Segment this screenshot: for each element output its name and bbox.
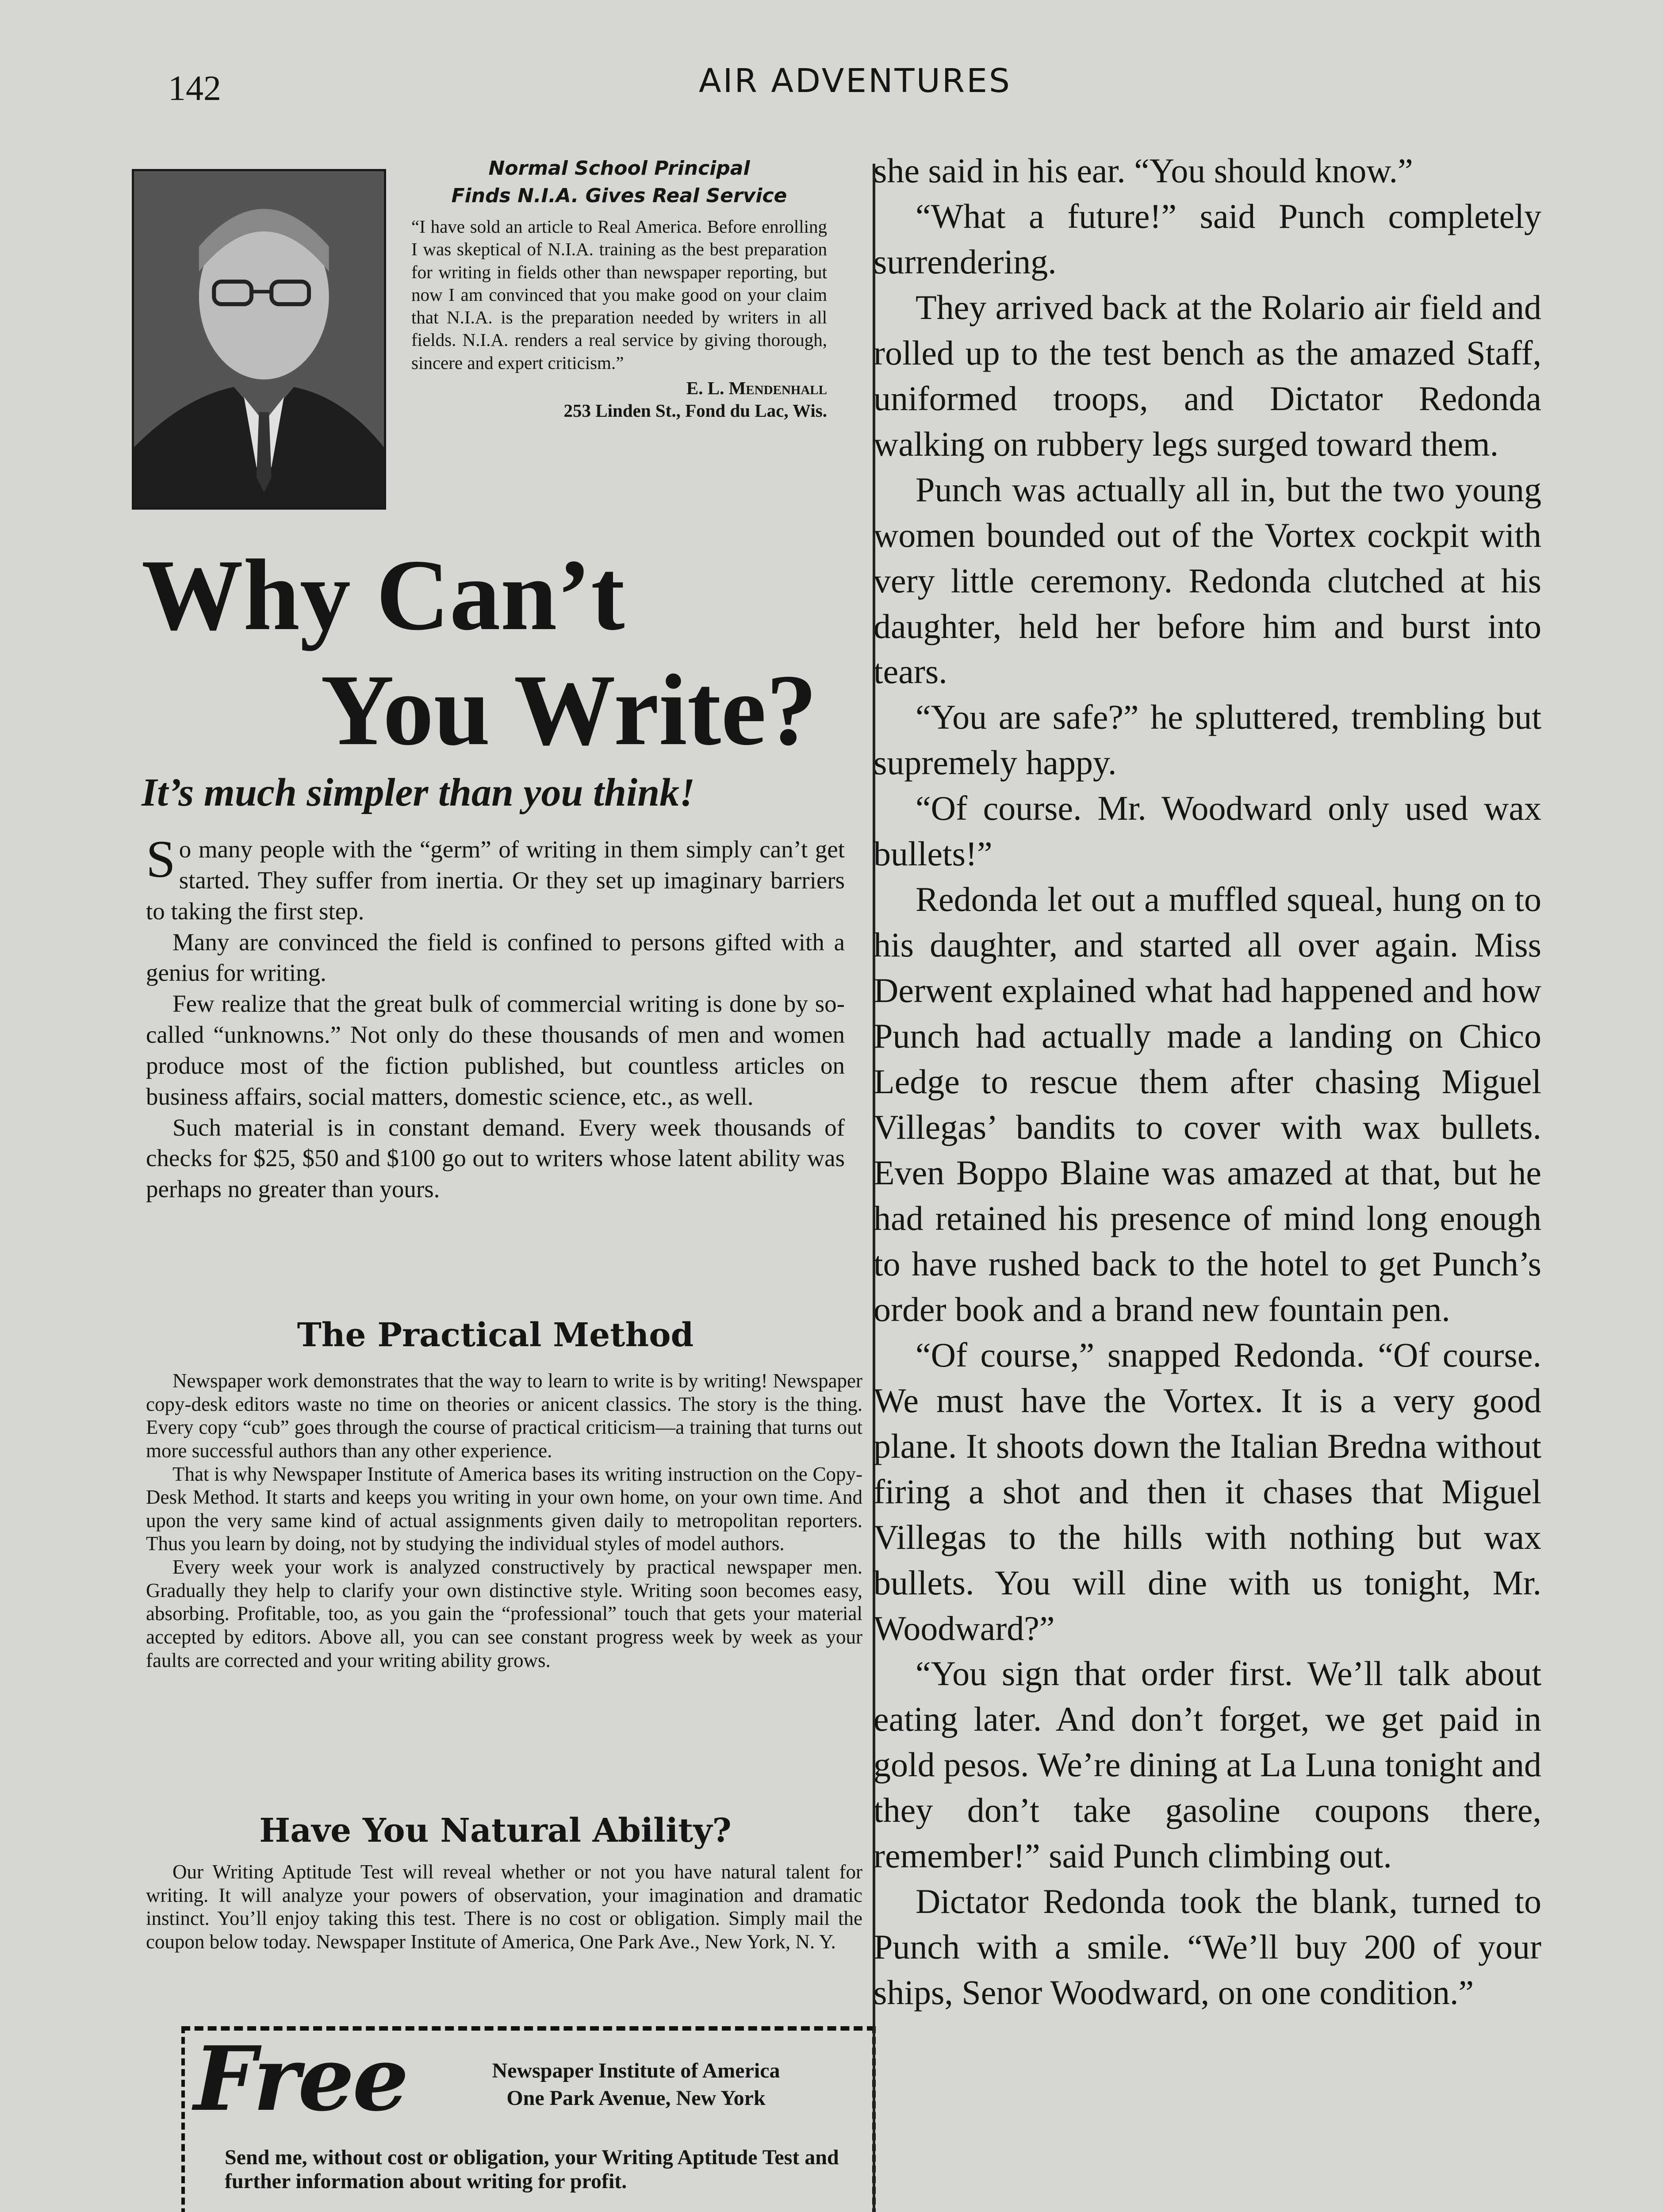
testimonial-heading-line2: Finds N.I.A. Gives Real Service — [451, 184, 787, 207]
ad-title-line1: Why Can’t — [142, 538, 625, 651]
ad-paragraph: Our Writing Aptitude Test will reveal whether or not you have natural talent for writing. It will analyze your powers of observation, your imagination and dramatic instinct. You’ll enjoy taking this test. There is no cost or obligation. Simply mail the coupon below today. Newspaper Institute of America, One Park Ave., New York, N. Y. — [146, 1861, 862, 1953]
section-heading-practical-method: The Practical Method — [297, 1316, 694, 1354]
coupon-address-line1: Newspaper Institute of America — [492, 2059, 780, 2082]
ad-paragraph — [146, 830, 845, 927]
ad-paragraph: Such material is in constant demand. Every week thousands of checks for $25, $50 and $100 go out to writers whose latent ability was perhaps no greater than yours. — [146, 1114, 845, 1203]
natural-ability-text — [146, 1860, 862, 1954]
story-paragraph: “Of course,” snapped Redonda. “Of course. We must have the Vortex. It is a very good plane. It shoots down the Italian Bredna without firing a shot and then it chases that Miguel Villegas to the hills with nothing but wax bullets. You will dine with us tonight, Mr. Woodward?” — [874, 1335, 1541, 1647]
ad-paragraph-text: o many people with the “germ” of writing in them simply can’t get started. They suffer from inertia. Or they set up imaginary barriers to taking the first step. — [146, 836, 845, 925]
story-paragraph: “You sign that order first. We’ll talk about eating later. And don’t forget, we get paid in gold pesos. We’re dining at La Luna tonight and they don’t take gasoline coupons there, remember!” said Punch climbing out. — [874, 1654, 1541, 1875]
testimonial — [411, 155, 827, 422]
ad-paragraph: Newspaper work demonstrates that the way to learn to write is by writing! Newspaper copy-desk editors waste no time on theories or anicent classics. The story is the thing. Every copy “cub” goes through the course of practical criticism—a training that turns out more successful authors than any other experience. — [146, 1370, 862, 1462]
ad-paragraph: Many are convinced the field is confined to persons gifted with a genius for writing. — [146, 928, 845, 987]
section-heading-natural-ability: Have You Natural Ability? — [259, 1812, 732, 1850]
coupon-address-line2: One Park Avenue, New York — [506, 2086, 766, 2110]
mail-coupon[interactable] — [181, 2026, 876, 2212]
ad-subtitle: It’s much simpler than you think! — [142, 771, 695, 814]
coupon-address — [406, 2057, 866, 2112]
ad-paragraph: That is why Newspaper Institute of America bases its writing instruction on the Copy-Desk Method. It starts and keeps you writing in your own home, on your own time. And upon the very same kind of actual assignments given daily to metropolitan reporters. Thus you learn by doing, not by studying the individual styles of model authors. — [146, 1463, 862, 1555]
story-paragraph: “Of course. Mr. Woodward only used wax bullets!” — [874, 789, 1541, 873]
story-paragraph: They arrived back at the Rolario air field and rolled up to the test bench as the amazed Staff, uniformed troops, and Dictator Redonda walking on rubbery legs surged toward them. — [874, 288, 1541, 463]
free-label: Free — [194, 2027, 407, 2131]
page-number: 142 — [168, 69, 221, 108]
drop-cap: S — [146, 830, 176, 888]
story-paragraph: she said in his ear. “You should know.” — [874, 151, 1413, 190]
practical-method-text — [146, 1369, 862, 1672]
ad-paragraph: Every week your work is analyzed constructively by practical newspaper men. Gradually they help to clarify your own distinctive style. Writing soon becomes easy, absorbing. Profitable, too, as you gain the “professional” touch that gets your material accepted by editors. Above all, you can see constant progress week by week as your faults are corrected and your writing ability grows. — [146, 1556, 862, 1671]
signature-address: 253 Linden St., Fond du Lac, Wis. — [563, 400, 827, 421]
ad-title-line2: You Write? — [321, 653, 817, 766]
story-paragraph: Redonda let out a muffled squeal, hung on to his daughter, and started all over again. Miss Derwent explained what had happened and how Punch had actually made a landing on Chico Ledge to rescue them after chasing Miguel Villegas’ bandits to cover with wax bullets. Even Boppo Blaine was amazed at that, but he had retained his presence of mind long enough to have rushed back to the hotel to get Punch’s order book and a brand new fountain pen. — [874, 880, 1541, 1329]
story-column — [874, 148, 1541, 2016]
ad-paragraph: Few realize that the great bulk of commercial writing is done by so-called “unknowns.” Not only do these thousands of men and women produce most of the fiction published, but countless articles on business affairs, social matters, domestic science, etc., as well. — [146, 990, 845, 1110]
story-paragraph: “You are safe?” he spluttered, trembling but supremely happy. — [874, 698, 1541, 782]
running-title: AIR ADVENTURES — [699, 62, 1012, 100]
ad-intro-text — [146, 830, 845, 1205]
testimonial-quote: “I have sold an article to Real America. Before enrolling I was skeptical of N.I.A. training as the best preparation for writing in fields other than newspaper reporting, but now I am convinced that you make good on your claim that N.I.A. is the preparation needed by writers in all fields. N.I.A. renders a real service by giving thorough, sincere and expert criticism.” — [411, 216, 827, 373]
testimonial-heading-line1: Normal School Principal — [488, 157, 750, 180]
testimonial-heading — [411, 155, 827, 209]
story-paragraph: Dictator Redonda took the blank, turned to Punch with a smile. “We’ll buy 200 of your ships, Senor Woodward, on one condition.” — [874, 1882, 1541, 2012]
story-paragraph: Punch was actually all in, but the two young women bounded out of the Vortex cockpit with very little ceremony. Redonda clutched at his daughter, held her before him and burst into tears. — [874, 470, 1541, 691]
portrait-photo — [132, 169, 386, 510]
signature-name: E. L. Mendenhall — [686, 377, 827, 398]
story-paragraph: “What a future!” said Punch completely surrendering. — [874, 196, 1541, 281]
testimonial-signature — [411, 377, 827, 422]
coupon-request: Send me, without cost or obligation, your Writing Aptitude Test and further information about writing for profit. — [225, 2146, 839, 2193]
